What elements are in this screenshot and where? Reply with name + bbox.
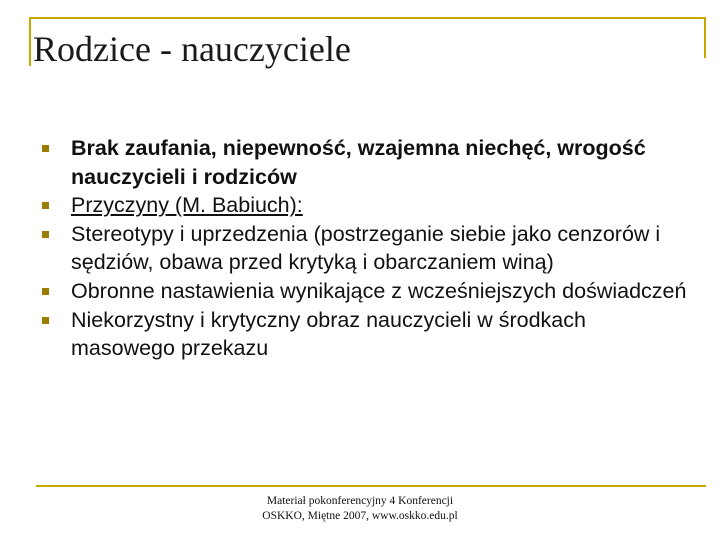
square-bullet-icon bbox=[42, 317, 49, 324]
bullet-item-trust bbox=[40, 134, 690, 191]
bullet-text: Obronne nastawienia wynikające z wcześniejszych doświadczeń bbox=[71, 278, 687, 303]
bullet-item-media bbox=[40, 306, 690, 363]
frame-right-line bbox=[704, 17, 706, 58]
square-bullet-icon bbox=[42, 145, 49, 152]
slide-title: Rodzice - nauczyciele bbox=[33, 29, 351, 69]
footer-line-2: OSKKO, Miętne 2007, www.oskko.edu.pl bbox=[262, 510, 458, 522]
square-bullet-icon bbox=[42, 288, 49, 295]
footer bbox=[160, 494, 560, 524]
bullet-item-stereotypes bbox=[40, 220, 690, 277]
square-bullet-icon bbox=[42, 231, 49, 238]
square-bullet-icon bbox=[42, 202, 49, 209]
frame-left-line bbox=[29, 17, 31, 66]
bullet-item-defensive bbox=[40, 277, 690, 306]
bullet-text: Stereotypy i uprzedzenia (postrzeganie siebie jako cenzorów i sędziów, obawa przed krytyką i obarczaniem winą) bbox=[71, 221, 661, 275]
footer-rule bbox=[36, 485, 706, 487]
bullet-text: Brak zaufania, niepewność, wzajemna niechęć, wrogość nauczycieli i rodziców bbox=[71, 136, 646, 189]
bullet-item-causes bbox=[40, 191, 690, 220]
footer-line-1: Materiał pokonferencyjny 4 Konferencji bbox=[266, 495, 454, 507]
bullet-list bbox=[40, 134, 690, 363]
bullet-text: Niekorzystny i krytyczny obraz nauczycieli w środkach masowego przekazu bbox=[71, 307, 586, 361]
frame-top-line bbox=[29, 17, 706, 19]
bullet-text: Przyczyny (M. Babiuch): bbox=[71, 193, 303, 218]
